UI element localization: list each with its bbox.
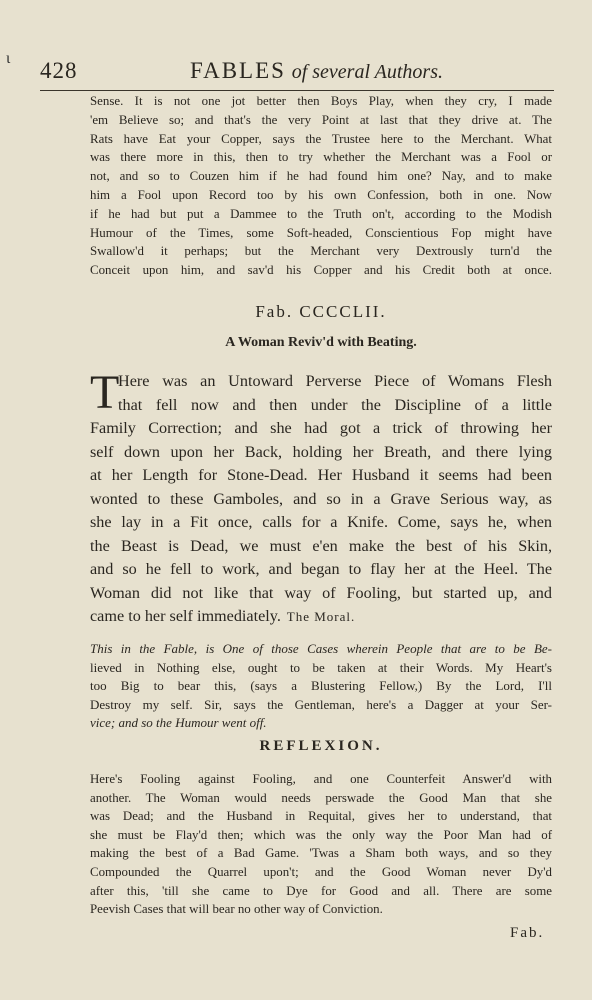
text-line: Rats have Eat your Copper, says the Trustee here to the Merchant. What: [90, 131, 552, 146]
text-line: not, and so to Couzen him if he had found him one? Nay, and to make: [90, 169, 552, 184]
text-line: making the best of a Bad Game. 'Twas a Sham both ways, and so they: [90, 846, 552, 861]
text-line: was Dead; and the Husband in Requital, gives her to understand, that: [90, 809, 552, 824]
text-line: another. The Woman would needs perswade the Good Man that she: [90, 790, 552, 805]
reflexion-heading: REFLEXION.: [259, 738, 383, 754]
text-line: Family Correction; and she had got a trick of throwing her: [90, 419, 552, 437]
reflexion-text: [90, 770, 552, 919]
text-line: at her Length for Stone-Dead. Her Husband it seems had been: [90, 466, 552, 484]
moral-text: [90, 640, 552, 733]
text-line: was there more in this, then to try whether the Merchant was a Fool or: [90, 150, 552, 165]
text-line: 'em Believe so; and that's the very Point at last that they drive at. The: [90, 112, 552, 127]
text-line: Humour of the Times, some Soft-headed, Conscientious Fop might have: [90, 225, 552, 240]
text-line: wonted to these Gamboles, and so in a Grave Serious way, as: [90, 489, 552, 508]
margin-mark: ɩ: [6, 50, 11, 67]
text-line: too Big to bear this, (says a Blustering Fellow,) By the Lord, I'll: [90, 678, 552, 694]
text-line: Here's Fooling against Fooling, and one Counterfeit Answer'd with: [90, 772, 552, 786]
text-line: if he had but put a Dammee to the Truth on't, according to the Modish: [90, 206, 552, 221]
fable-heading: Fab. CCCCLII.: [255, 302, 387, 321]
fable-title: A Woman Reviv'd with Beating.: [225, 335, 417, 350]
moral-heading: The Moral.: [286, 609, 356, 624]
text-line: vice; and so the Humour went off.: [90, 715, 267, 731]
text-line: and so he fell to work, and began to flay her at the Heel. The: [90, 560, 552, 578]
text-line: that fell now and then under the Discipline of a little: [118, 395, 552, 414]
text-line: after this, 'till she came to Dye for Good and all. There are some: [90, 883, 552, 898]
drop-cap: T: [90, 366, 120, 419]
running-title-rest: of several Authors.: [291, 61, 443, 83]
fable-text: [90, 366, 552, 629]
page-header: [40, 58, 554, 88]
text-line: Woman did not like that way of Fooling, but started up, and: [90, 583, 552, 602]
text-line: she lay in a Fit once, calls for a Knife. Come, says he, when: [90, 513, 552, 531]
text-line: the Beast is Dead, we must e'en make the best of his Skin,: [90, 536, 552, 555]
text-line: came to her self immediately.: [90, 607, 281, 625]
text-line: lieved in Nothing else, ought to be taken at their Words. My Heart's: [90, 659, 552, 675]
text-line: she must be Flay'd then; which was the only way the Poor Man had of: [90, 827, 552, 842]
text-line: Swallow'd it perhaps; but the Merchant very Dextrously turn'd the: [90, 244, 552, 259]
text-line: him a Fool upon Record too by his own Confession, both in one. Now: [90, 187, 552, 202]
page-number: 428: [40, 58, 78, 83]
previous-fable-text: [90, 92, 552, 280]
text-line: Sense. It is not one jot better then Boys Play, when they cry, I made: [90, 94, 552, 108]
text-line: Conceit upon him, and sav'd his Copper and his Credit both at once.: [90, 263, 552, 278]
text-line: This in the Fable, is One of those Cases wherein People that are to be Be-: [90, 641, 552, 656]
catchword: Fab.: [510, 925, 545, 941]
running-title-caps: FABLES: [190, 58, 286, 83]
text-line: Compounded the Quarrel upon't; and the Good Woman never Dy'd: [90, 864, 552, 879]
text-line: self down upon her Back, holding her Breath, and there lying: [90, 442, 552, 461]
text-line: Destroy my self. Sir, says the Gentleman, here's a Dagger at your Ser-: [90, 696, 552, 712]
text-line: Peevish Cases that will bear no other way of Conviction.: [90, 902, 383, 917]
text-line: Here was an Untoward Perverse Piece of Womans Flesh: [118, 372, 552, 390]
running-title: [190, 58, 443, 84]
